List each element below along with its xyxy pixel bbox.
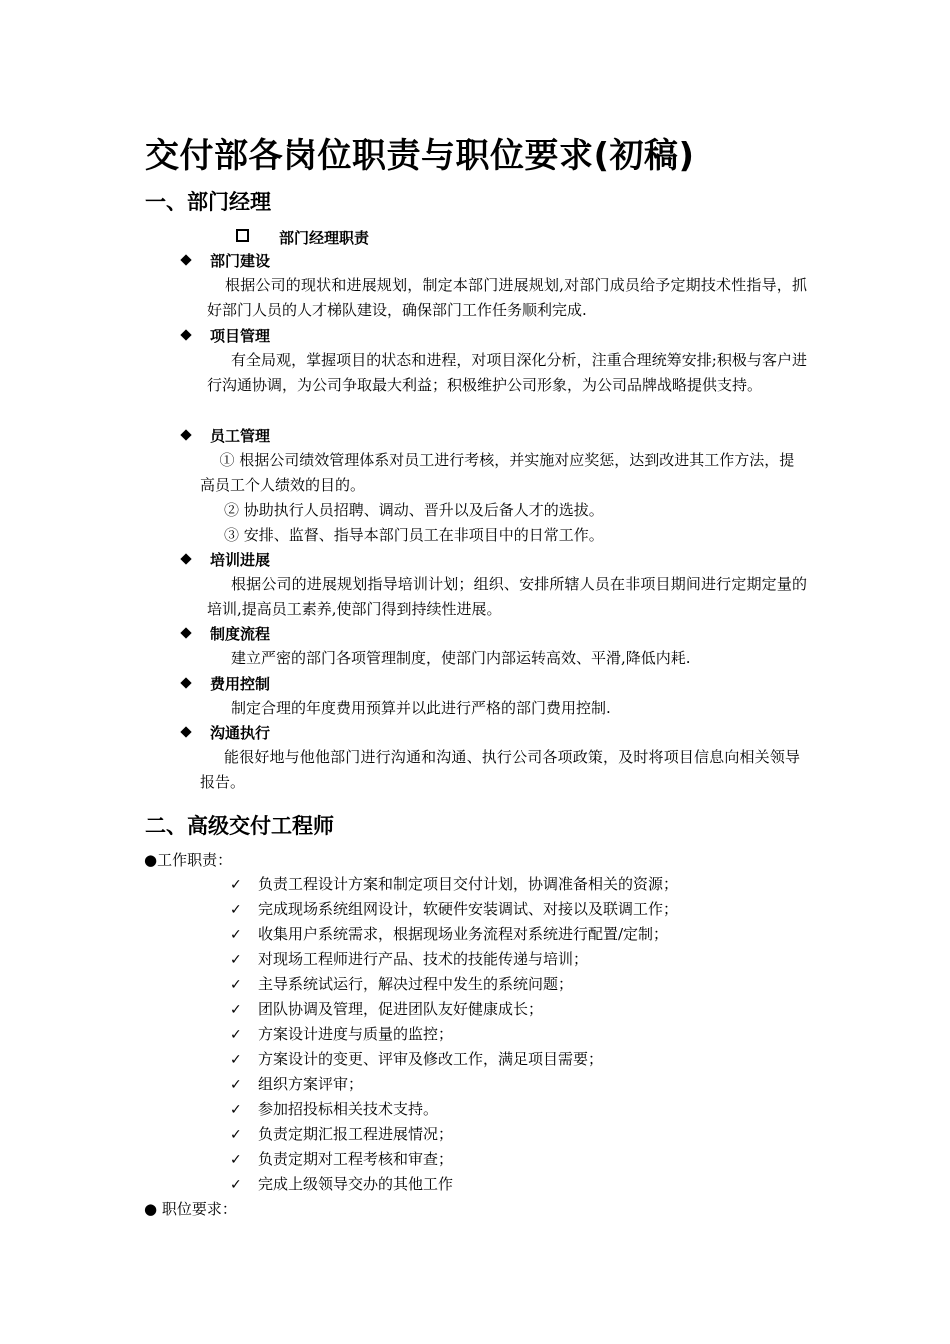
checkmark-icon: ✓ (230, 1052, 242, 1068)
duty-heading (180, 672, 820, 696)
duty-list-item (230, 1172, 678, 1197)
duties-label: ●工作职责： (144, 851, 233, 869)
duty-label: 员工管理 (210, 427, 271, 445)
duty-text: 建立严密的部门各项管理制度，使部门内部运转高效、平滑,降低内耗. (231, 649, 691, 667)
section-heading-senior-engineer: 二、高级交付工程师 (145, 814, 334, 838)
duty-cost-control (180, 672, 820, 721)
checkmark-icon: ✓ (230, 927, 242, 943)
checkmark-icon: ✓ (230, 1002, 242, 1018)
checkmark-icon: ✓ (230, 952, 242, 968)
duty-heading (180, 324, 820, 348)
duty-line: ③ 安排、监督、指导本部门员工在非项目中的日常工作。 (224, 526, 604, 544)
duty-staff-management (180, 424, 820, 548)
duty-label: 费用控制 (210, 675, 271, 693)
duty-item-text: 参加招投标相关技术支持。 (258, 1100, 439, 1118)
diamond-bullet-icon (180, 627, 191, 638)
checkmark-icon: ✓ (230, 1127, 242, 1143)
duty-line: ① 根据公司绩效管理体系对员工进行考核，并实施对应奖惩，达到改进其工作方法，提高员工个人绩效的目的。 (200, 451, 795, 494)
duty-item-text: 负责定期汇报工程进展情况； (258, 1125, 454, 1143)
duty-item-text: 收集用户系统需求，根据现场业务流程对系统进行配置/定制； (258, 925, 669, 943)
duty-item-text: 团队协调及管理，促进团队友好健康成长； (258, 1000, 544, 1018)
diamond-bullet-icon (180, 677, 191, 688)
duties-list (230, 872, 678, 1197)
checkmark-icon: ✓ (230, 977, 242, 993)
duty-list-item (230, 1097, 678, 1122)
duty-communication (180, 721, 820, 795)
duty-label: 部门建设 (210, 252, 271, 270)
diamond-bullet-icon (180, 553, 191, 564)
duty-item-text: 方案设计的变更、评审及修改工作，满足项目需要； (258, 1050, 604, 1068)
checkmark-icon: ✓ (230, 1027, 242, 1043)
duty-item-text: 负责工程设计方案和制定项目交付计划，协调准备相关的资源； (258, 875, 679, 893)
duty-label: 沟通执行 (210, 724, 271, 742)
duty-text: 根据公司的进展规划指导培训计划；组织、安排所辖人员在非项目期间进行定期定量的培训,提高员工素养,使部门得到持续性进展。 (207, 575, 807, 618)
duty-label: 培训进展 (210, 551, 271, 569)
duty-text: 能很好地与他他部门进行沟通和沟通、执行公司各项政策，及时将项目信息向相关领导报告。 (200, 748, 800, 791)
checkmark-icon: ✓ (230, 1152, 242, 1168)
duty-list-item (230, 872, 678, 897)
diamond-bullet-icon (180, 254, 191, 265)
duty-list-item (230, 972, 678, 997)
duty-list-item (230, 997, 678, 1022)
square-bullet-icon (236, 229, 249, 242)
checkmark-icon: ✓ (230, 877, 242, 893)
checkmark-icon: ✓ (230, 1077, 242, 1093)
checkmark-icon: ✓ (230, 1177, 242, 1193)
duty-list-item (230, 1022, 678, 1047)
requirements-label: ● 职位要求： (144, 1200, 237, 1218)
duty-item-text: 方案设计进度与质量的监控； (258, 1025, 454, 1043)
diamond-bullet-icon (180, 329, 191, 340)
duty-text: 制定合理的年度费用预算并以此进行严格的部门费用控制. (231, 699, 611, 717)
duty-list-item (230, 1147, 678, 1172)
duty-label: 制度流程 (210, 625, 271, 643)
duty-list-item (230, 1122, 678, 1147)
duty-item-text: 对现场工程师进行产品、技术的技能传递与培训； (258, 950, 589, 968)
subheading-manager-duties (236, 227, 369, 248)
duty-item-text: 完成现场系统组网设计，软硬件安装调试、对接以及联调工作； (258, 900, 679, 918)
duty-heading (180, 249, 820, 273)
duty-text-list (200, 448, 805, 548)
checkmark-icon: ✓ (230, 1102, 242, 1118)
duty-item-text: 负责定期对工程考核和审查； (258, 1150, 454, 1168)
duty-list-item (230, 897, 678, 922)
duty-heading (180, 548, 820, 572)
document-title: 交付部各岗位职责与职位要求(初稿) (145, 136, 695, 176)
duty-text: 有全局观，掌握项目的状态和进程，对项目深化分析，注重合理统筹安排;积极与客户进行沟通协调，为公司争取最大利益；积极维护公司形象，为公司品牌战略提供支持。 (207, 351, 807, 394)
duty-heading (180, 622, 820, 646)
duty-department-building (180, 249, 820, 323)
checkmark-icon: ✓ (230, 902, 242, 918)
duty-heading (180, 424, 820, 448)
duty-list-item (230, 1047, 678, 1072)
duty-training (180, 548, 820, 622)
diamond-bullet-icon (180, 726, 191, 737)
subheading-label: 部门经理职责 (279, 229, 370, 247)
duty-item-text: 完成上级领导交办的其他工作 (258, 1175, 454, 1193)
diamond-bullet-icon (180, 429, 191, 440)
duty-list-item (230, 947, 678, 972)
duty-project-management (180, 324, 820, 398)
duty-item-text: 主导系统试运行，解决过程中发生的系统问题； (258, 975, 574, 993)
duty-text: 根据公司的现状和进展规划，制定本部门进展规划,对部门成员给予定期技术性指导，抓好部门人员的人才梯队建设，确保部门工作任务顺利完成. (207, 276, 807, 319)
duty-line: ② 协助执行人员招聘、调动、晋升以及后备人才的选拔。 (224, 501, 604, 519)
duty-list-item (230, 1072, 678, 1097)
duty-label: 项目管理 (210, 327, 271, 345)
duty-heading (180, 721, 820, 745)
section-heading-manager: 一、部门经理 (145, 190, 271, 214)
duty-item-text: 组织方案评审； (258, 1075, 364, 1093)
duty-process (180, 622, 820, 671)
duty-list-item (230, 922, 678, 947)
